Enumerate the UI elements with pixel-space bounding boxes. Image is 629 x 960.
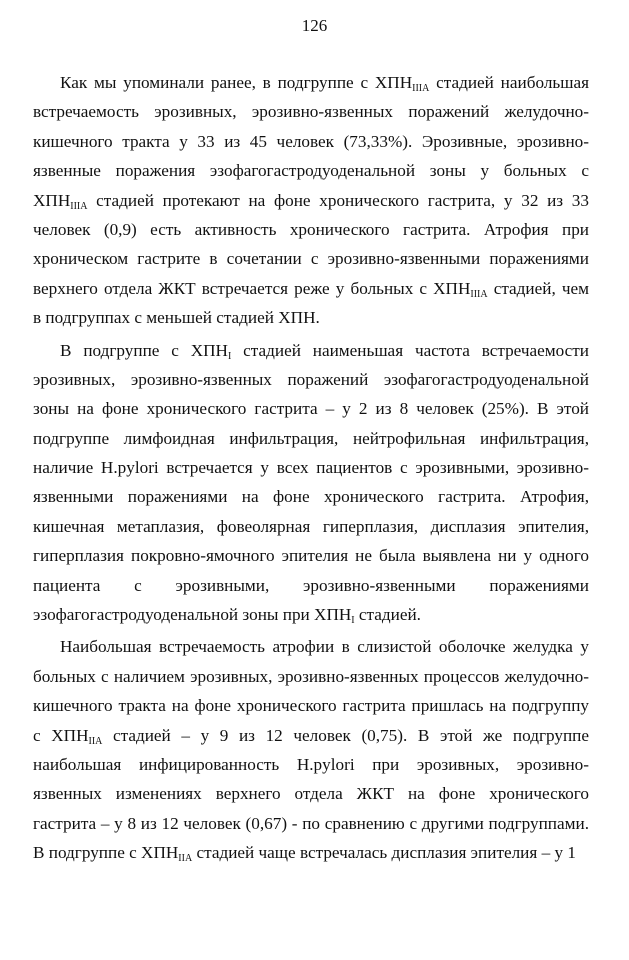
document-body [33,68,589,868]
text-line: гастрита – у 8 из 12 человек (0,67) - по сравнению с другими подгруппами. [33,813,589,833]
text-line: зоны на фоне хронического гастрита – у 2 из 8 человек (25%). В этой [33,399,589,419]
text-line: хроническом гастрите в сочетании с эрозивно-язвенными поражениями [33,249,589,269]
text-line: кишечного тракта у 33 из 45 человек (73,33%). Эрозивные, эрозивно- [33,131,589,151]
text-line: человек (0,9) есть активность хронического гастрита. Атрофия при [33,219,589,239]
text-line: встречаемость эрозивных, эрозивно-язвенных поражений желудочно- [33,102,589,122]
text-line: в подгруппах с меньшей стадией ХПН. [33,308,320,328]
text-line: гиперплазия покровно-ямочного эпителия не была выявлена ни у одного [33,546,589,566]
text-line: $ХПН_{IIIA}$ стадией протекают на фоне хронического гастрита, у 32 из 33 [33,190,589,212]
paragraph-2 [33,336,589,630]
text-line: эрозивных, эрозивно-язвенных поражений эзофагогастродуоденальной [33,369,589,389]
paragraph-1 [33,68,589,333]
text-line: верхнего отдела ЖКТ встречается реже у больных с $ХПН_{IIIA}$ стадией, чем [33,278,589,300]
text-line: пациента с эрозивными, эрозивно-язвенными поражениями [33,575,589,595]
text-line: язвенные поражения эзофагогастродуоденальной зоны у больных с [33,161,589,181]
text-line: В подгруппе с $ХПН_{IIA}$ стадией чаще встречалась дисплазия эпителия – у 1 [33,843,576,865]
text-line: язвенных изменениях верхнего отдела ЖКТ на фоне хронического [33,784,589,804]
text-line: кишечная метаплазия, фовеолярная гиперплазия, дисплазия эпителия, [33,516,589,536]
text-line: наличие H.pylori встречается у всех пациентов с эрозивными, эрозивно- [33,458,589,478]
text-line: Наибольшая встречаемость атрофии в слизистой оболочке желудка у [60,637,589,657]
text-line: кишечного тракта на фоне хронического гастрита пришлась на подгруппу [33,696,589,716]
text-line: с $ХПН_{IIA}$ стадией – у 9 из 12 человек (0,75). В этой же подгруппе [33,725,589,747]
text-line: В подгруппе с $ХПН_I$ стадией наименьшая частота встречаемости [60,340,589,362]
text-line: язвенными поражениями на фоне хронического гастрита. Атрофия, [33,487,589,507]
text-line: наибольшая инфицированность H.pylori при эрозивных, эрозивно- [33,754,589,774]
text-line: эзофагогастродуоденальной зоны при $ХПН_I$ стадией. [33,605,421,627]
text-line: больных с наличием эрозивных, эрозивно-язвенных процессов желудочно- [33,666,589,686]
text-line: подгруппе лимфоидная инфильтрация, нейтрофильная инфильтрация, [33,428,589,448]
paragraph-3 [33,632,589,867]
page-number: 126 [301,16,328,35]
text-line: Как мы упоминали ранее, в подгруппе с $ХПН_{IIIA}$ стадией наибольшая [60,73,589,94]
